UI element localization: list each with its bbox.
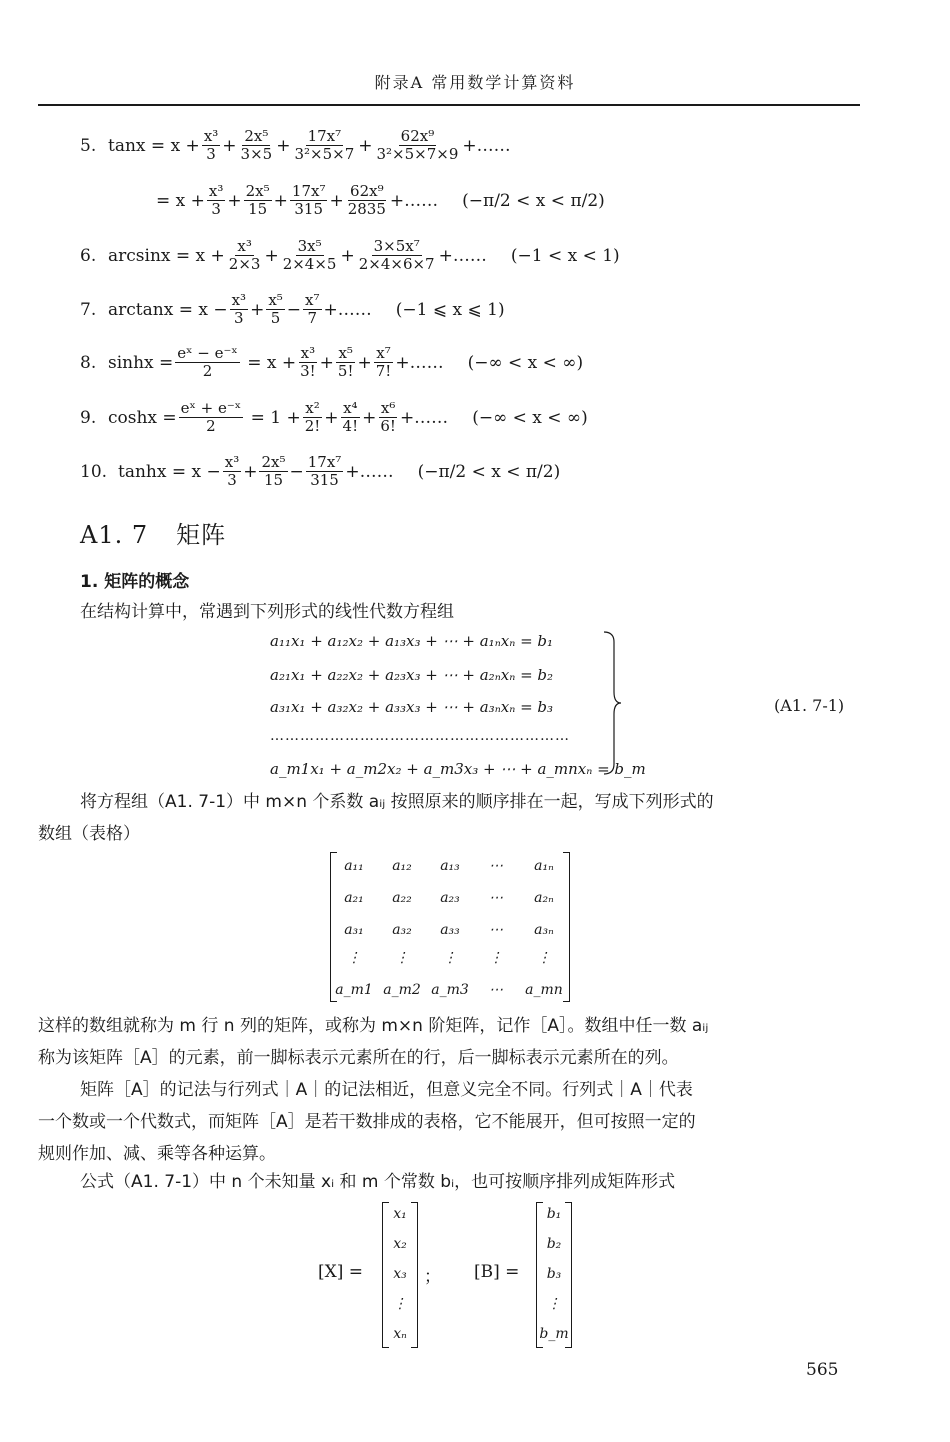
fraction: $\frac{\text{2x⁵}}{15}$ — [261, 453, 286, 489]
vector-b-label: [B] = — [474, 1262, 520, 1282]
matrix-cell: a₂₃ — [440, 890, 460, 906]
domain-condition: (−∞ < x < ∞) — [467, 352, 584, 373]
fraction: $\frac{\text{17x⁷}}{\text{3²×5×7}}$ — [294, 127, 355, 163]
formula-5-cont: = x + $\frac{\text{x³}}{3}$ + $\frac{\text{2x⁵}}{15}$ + $\frac{\text{17x⁷}}{315}$ + $\frac{\text{62x⁹}}{2835}$ +…… (−π/2 < x < π/2) — [156, 182, 605, 218]
vector-b — [536, 1202, 572, 1348]
fraction: $\frac{\text{x⁷}}{7}$ — [305, 291, 320, 327]
formula-6: 6. arcsinx = x + $\frac{\text{x³}}{2\times 3}$ + $\frac{\text{3x⁵}}{2\times 4\times 5}$ + $\frac{\text{3×5x⁷}}{2\times 4\times 6\times 7}$ +…… (−1 < x < 1) — [80, 237, 620, 273]
matrix-right-bracket — [563, 852, 570, 1002]
fraction: $\frac{\text{x²}}{2!}$ — [304, 399, 321, 435]
matrix-cell: a_mn — [525, 982, 563, 998]
vector-cell: b₃ — [546, 1266, 562, 1282]
vector-cell: x₃ — [393, 1266, 407, 1282]
fraction: $\frac{\text{3x⁵}}{2\times 4\times 5}$ — [282, 237, 337, 273]
vector-cell: x₁ — [393, 1206, 407, 1222]
matrix-cell: a₁ₙ — [534, 858, 554, 874]
vector-cell: ⋮ — [547, 1296, 561, 1312]
domain-condition: (−π/2 < x < π/2) — [462, 190, 605, 211]
matrix-cell: ⋮ — [347, 950, 361, 966]
formula-7: 7. arctanx = x − $\frac{\text{x³}}{3}$ + $\frac{\text{x⁵}}{5}$ − $\frac{\text{x⁷}}{7}$ +…… (−1 ⩽ x ⩽ 1) — [80, 291, 505, 327]
fraction: $\frac{\text{x⁵}}{5!}$ — [337, 344, 354, 380]
paragraph: 矩阵［A］的记法与行列式｜A｜的记法相近，但意义完全不同。行列式｜A｜代表 — [80, 1080, 693, 1100]
paragraph: 一个数或一个代数式，而矩阵［A］是若干数排成的表格，它不能展开，但可按照一定的 — [38, 1112, 696, 1132]
formula-10: 10. tanhx = x − $\frac{\text{x³}}{3}$ + $\frac{\text{2x⁵}}{15}$ − $\frac{\text{17x⁷}}{315}$ +…… (−π/2 < x < π/2) — [80, 453, 561, 489]
fraction: $\frac{\text{x³}}{2\times 3}$ — [228, 237, 261, 273]
matrix-cell: a₃ₙ — [534, 922, 554, 938]
section-title: 矩阵 — [176, 521, 227, 549]
section-heading — [80, 515, 226, 550]
vector-cell: xₙ — [393, 1326, 407, 1342]
matrix-cell: ⋮ — [489, 950, 503, 966]
vector-cell: b_m — [539, 1326, 569, 1342]
page-number: 565 — [806, 1360, 839, 1380]
paragraph: 将方程组（A1. 7-1）中 m×n 个系数 aᵢⱼ 按照原来的顺序排在一起，写成下列形式的 — [80, 792, 714, 812]
vector-x — [382, 1202, 418, 1348]
matrix-cell: ⋮ — [395, 950, 409, 966]
vector-cell: b₂ — [546, 1236, 562, 1252]
fraction: $\frac{\text{x⁴}}{4!}$ — [342, 399, 359, 435]
matrix-cell: a₂₂ — [392, 890, 412, 906]
fraction: $\frac{\text{x³}}{3}$ — [208, 182, 224, 218]
matrix-cell: a_m1 — [335, 982, 373, 998]
running-header: 附录A 常用数学计算资料 — [374, 73, 576, 92]
formula-number: 5. — [80, 135, 97, 156]
fraction: $\frac{\text{2x⁵}}{15}$ — [245, 182, 270, 218]
matrix-cell: a₁₂ — [392, 858, 412, 874]
matrix-cell: ⋯ — [489, 890, 503, 906]
paragraph: 称为该矩阵［A］的元素，前一脚标表示元素所在的行，后一脚标表示元素所在的列。 — [38, 1048, 679, 1068]
fraction: $\frac{\text{x³}}{3}$ — [224, 453, 240, 489]
domain-condition: (−π/2 < x < π/2) — [417, 461, 561, 482]
paragraph: 规则作加、减、乘等各种运算。 — [38, 1144, 276, 1164]
fraction: $\frac{\text{2x⁵}}{3\times 5}$ — [240, 127, 273, 163]
formula-lhs: tanx = — [108, 135, 166, 156]
fraction: $\frac{\text{x⁶}}{6!}$ — [380, 399, 396, 435]
matrix-cell: ⋯ — [489, 982, 503, 998]
formula-8: 8. sinhx = $\frac{\text{eˣ − e⁻ˣ}}{2}$ = x + $\frac{\text{x³}}{3!}$ + $\frac{\text{x⁵}}{5!}$ + $\frac{\text{x⁷}}{7!}$ +…… (−∞ < x < ∞) — [80, 344, 584, 380]
fraction: $\frac{\text{17x⁷}}{315}$ — [291, 182, 326, 218]
matrix-cell: ⋮ — [537, 950, 551, 966]
right-brace — [600, 630, 622, 776]
formula-9: 9. coshx = $\frac{\text{eˣ + e⁻ˣ}}{2}$ = 1 + $\frac{\text{x²}}{2!}$ + $\frac{\text{x⁴}}{4!}$ + $\frac{\text{x⁶}}{6!}$ +…… (−∞ < x < ∞) — [80, 399, 588, 435]
matrix-cell: a₂ₙ — [534, 890, 554, 906]
equation-ellipsis: …………………………………………………… — [270, 728, 570, 744]
matrix-a — [330, 852, 570, 1002]
matrix-cell: ⋯ — [489, 922, 503, 938]
separator: ； — [424, 1267, 441, 1287]
matrix-cell: a₂₁ — [344, 890, 364, 906]
vector-cell: ⋮ — [393, 1296, 407, 1312]
matrix-cell: a₃₃ — [440, 922, 460, 938]
fraction: $\frac{\text{x³}}{3!}$ — [300, 344, 316, 380]
equation-row: a₃₁x₁ + a₃₂x₂ + a₃₃x₃ + ⋯ + a₃ₙxₙ = b₃ — [270, 698, 554, 716]
vector-cell: x₂ — [393, 1236, 407, 1252]
equation-number: (A1. 7-1) — [774, 696, 845, 715]
matrix-cell: ⋮ — [443, 950, 457, 966]
subsection-heading: 1. 矩阵的概念 — [80, 572, 190, 592]
matrix-cell: a₃₁ — [344, 922, 364, 938]
domain-condition: (−∞ < x < ∞) — [472, 407, 588, 428]
formula-5: 5. tanx = x + $\frac{\text{x³}}{3}$ + $\frac{\text{2x⁵}}{3\times 5}$ + $\frac{\text{17x⁷}}{\text{3²×5×7}}$ + $\frac{\text{62x⁹}}{\text{3²×5×7×9}}$ +…… — [80, 127, 511, 163]
domain-condition: (−1 < x < 1) — [510, 245, 620, 266]
matrix-cell: a_m2 — [383, 982, 421, 998]
paragraph: 数组（表格） — [38, 824, 140, 844]
domain-condition: (−1 ⩽ x ⩽ 1) — [395, 299, 505, 320]
section-number: A1. 7 — [80, 521, 149, 549]
matrix-cell: a_m3 — [431, 982, 469, 998]
fraction: $\frac{\text{eˣ + e⁻ˣ}}{2}$ — [180, 399, 242, 435]
equation-row: a_m1x₁ + a_m2x₂ + a_m3x₃ + ⋯ + a_mnxₙ = b_m — [270, 760, 646, 778]
vector-cell: b₁ — [546, 1206, 562, 1222]
matrix-cell: a₁₃ — [440, 858, 460, 874]
header-rule — [38, 104, 860, 106]
fraction: $\frac{\text{17x⁷}}{315}$ — [307, 453, 342, 489]
fraction: $\frac{\text{3×5x⁷}}{2\times 4\times 6\times 7}$ — [358, 237, 435, 273]
fraction: $\frac{\text{62x⁹}}{2835}$ — [347, 182, 386, 218]
matrix-cell: ⋯ — [489, 858, 503, 874]
vector-x-label: [X] = — [318, 1262, 364, 1282]
fraction: $\frac{\text{x³}}{3}$ — [231, 291, 247, 327]
paragraph: 这样的数组就称为 m 行 n 列的矩阵，或称为 m×n 阶矩阵，记作［A］。数组中任一数 aᵢⱼ — [38, 1016, 709, 1036]
fraction: $\frac{\text{x³}}{3}$ — [203, 127, 219, 163]
fraction: $\frac{\text{eˣ − e⁻ˣ}}{2}$ — [177, 344, 238, 380]
paragraph: 在结构计算中，常遇到下列形式的线性代数方程组 — [80, 602, 454, 622]
fraction: $\frac{\text{x⁷}}{7!}$ — [375, 344, 392, 380]
equation-row: a₂₁x₁ + a₂₂x₂ + a₂₃x₃ + ⋯ + a₂ₙxₙ = b₂ — [270, 666, 554, 684]
matrix-cell: a₃₂ — [392, 922, 412, 938]
fraction: $\frac{\text{62x⁹}}{\text{3²×5×7×9}}$ — [376, 127, 459, 163]
paragraph: 公式（A1. 7-1）中 n 个未知量 xᵢ 和 m 个常数 bᵢ，也可按顺序排列成矩阵形式 — [80, 1172, 676, 1192]
term: x + — [170, 135, 200, 156]
fraction: $\frac{\text{x⁵}}{5}$ — [268, 291, 283, 327]
equation-row: a₁₁x₁ + a₁₂x₂ + a₁₃x₃ + ⋯ + a₁ₙxₙ = b₁ — [270, 632, 554, 650]
matrix-cell: a₁₁ — [344, 858, 364, 874]
